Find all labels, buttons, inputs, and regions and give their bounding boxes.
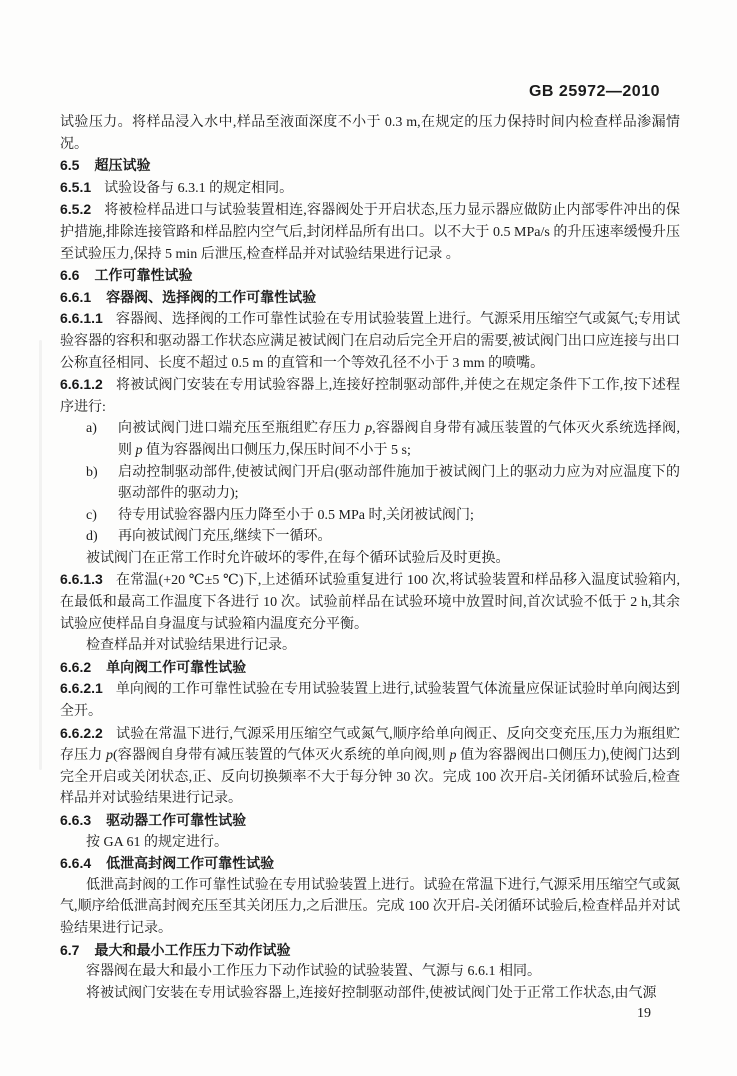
section-title: 驱动器工作可靠性试验 [106,812,247,828]
list-item-text: 向被试阀门进口端充压至瓶组贮存压力 p,容器阀自身带有减压装置的气体灭火系统选择阀,则 p 值为容器阀出口侧压力,保压时间不小于 5 s; [118,421,680,458]
list-item-text: 启动控制驱动部件,使被试阀门开启(驱动部件施加于被试阀门上的驱动力应为对应温度下的驱动部件的驱动力); [118,464,680,502]
list-item-a [60,418,680,461]
section-number: 6.6.4 [60,855,92,872]
section-heading-6.6.4 [60,853,680,875]
clause-6.6.2.1: 6.6.2.1 单向阀的工作可靠性试验在专用试验装置上进行,试验装置气体流量应保证试验时单向阀达到全开。 [60,680,680,720]
section-number: 6.6.1 [60,288,92,305]
section-heading-6.6 [60,265,680,287]
document-body [60,112,680,1004]
pressure-symbol: p [105,748,113,764]
section-number: 6.6.3 [60,812,92,828]
section-heading-6.7 [60,940,680,962]
clause-number: 6.6.1.2 [60,376,103,393]
list-item-c [60,505,680,527]
list-item-text: 待专用试验容器内压力降至小于 0.5 MPa 时,关闭被试阀门; [118,507,474,523]
clause-number: 6.6.2.2 [60,724,103,741]
section-heading-6.6.2 [60,657,680,679]
list-item-b [60,462,680,505]
clause-number: 6.6.1.3 [60,571,103,588]
scan-artifact [39,340,42,770]
clause-number: 6.6.2.1 [60,680,103,697]
list-marker: a) [86,421,97,437]
section-title: 单向阀工作可靠性试验 [106,658,247,675]
section-title: 容器阀、选择阀的工作可靠性试验 [106,288,317,305]
section-heading-6.5 [60,155,680,177]
paragraph: 低泄高封阀的工作可靠性试验在专用试验装置上进行。试验在常温下进行,气源采用压缩空气或氮气,顺序给低泄高封阀充压至其关闭压力,之后泄压。完成 100 次开启-关闭循环试验后,检查样品并对试验结果进行记录。 [60,877,680,936]
list-item-text: 再向被试阀门充压,继续下一循环。 [118,529,332,545]
paragraph: 容器阀在最大和最小工作压力下动作试验的试验装置、气源与 6.6.1 相同。 [86,964,541,980]
clause-6.5.2: 6.5.2 将被检样品进口与试验装置相连,容器阀处于开启状态,压力显示器应做防止内部零件冲出的保护措施,排除连接管路和样品腔内空气后,封闭样品所有出口。以不大于 0.5 MPa/s 的升压速率缓慢升压至试验压力,保持 5 min 后泄压,检查样品并对试验结果进行记录 。 [60,201,680,262]
section-title: 最大和最小工作压力下动作试验 [94,941,291,958]
section-heading-6.6.1 [60,287,680,309]
section-number: 6.7 [60,941,80,958]
clause-6.6.1.2: 6.6.1.2 将被试阀门安装在专用试验容器上,连接好控制驱动部件,并使之在规定条件下工作,按下述程序进行: [60,376,680,415]
section-heading-6.6.3 [60,810,680,832]
page-content [60,82,680,1004]
section-number: 6.6 [60,267,80,284]
clause-number: 6.5.2 [60,201,92,218]
pressure-symbol: p [449,748,457,764]
clause-6.6.1.1: 6.6.1.1 容器阀、选择阀的工作可靠性试验在专用试验装置上进行。气源采用压缩空气或氮气;专用试验容器的容积和驱动器工作状态应满足被试阀门在启动后完全开启的需要,被试阀门出口应连接与出口公称直径相同、长度不超过 0.5 m 的直管和一个等效孔径不小于 3 mm 的喷嘴。 [60,310,680,371]
section-number: 6.6.2 [60,658,92,675]
list-marker: d) [86,529,98,545]
clause-number: 6.6.1.1 [60,310,103,327]
paragraph: 检查样品并对试验结果进行记录。 [86,638,296,654]
page-number: 19 [637,1006,651,1021]
paragraph: 按 GA 61 的规定进行。 [86,834,228,850]
list-item-d [60,526,680,548]
paragraph: 被试阀门在正常工作时允许破坏的零件,在每个循环试验后及时更换。 [86,550,510,566]
standard-number-header: GB 25972—2010 [528,83,660,100]
clause-number: 6.5.1 [60,178,92,195]
section-number: 6.5 [60,157,80,174]
list-marker: b) [86,464,98,480]
clause-6.5.1: 6.5.1 试验设备与 6.3.1 的规定相同。 [60,178,294,196]
section-title: 低泄高封阀工作可靠性试验 [106,855,275,872]
paragraph: 将被试阀门安装在专用试验容器上,连接好控制驱动部件,使被试阀门处于正常工作状态,由气源 [86,985,657,1001]
pressure-symbol: p [135,442,143,458]
clause-6.6.1.3: 6.6.1.3 在常温(+20 ℃±5 ℃)下,上述循环试验重复进行 100 次,将试验装置和样品移入温度试验箱内,在最低和最高工作温度下各进行 10 次。试验前样品在试验环境中放置时间,首次试验不低于 2 h,其余试验应使样品自身温度与试验箱内温度充分平衡。 [60,571,680,632]
section-title: 超压试验 [94,157,151,174]
section-title: 工作可靠性试验 [94,267,193,284]
clause-6.6.2.2: 6.6.2.2 试验在常温下进行,气源采用压缩空气或氮气,顺序给单向阀正、反向交变充压,压力为瓶组贮存压力 p(容器阀自身带有减压装置的气体灭火系统的单向阀,则 p 值为容器阀出口侧压力),使阀门达到完全开启或关闭状态,正、反向切换频率不大于每分钟 30 次。完成 100 次开启-关闭循环试验后,检查样品并对试验结果进行记录。 [60,724,680,807]
list-marker: c) [86,507,97,523]
paragraph: 试验压力。将样品浸入水中,样品至液面深度不小于 0.3 m,在规定的压力保持时间内检查样品渗漏情况。 [60,115,680,152]
pressure-symbol: p [365,421,373,437]
